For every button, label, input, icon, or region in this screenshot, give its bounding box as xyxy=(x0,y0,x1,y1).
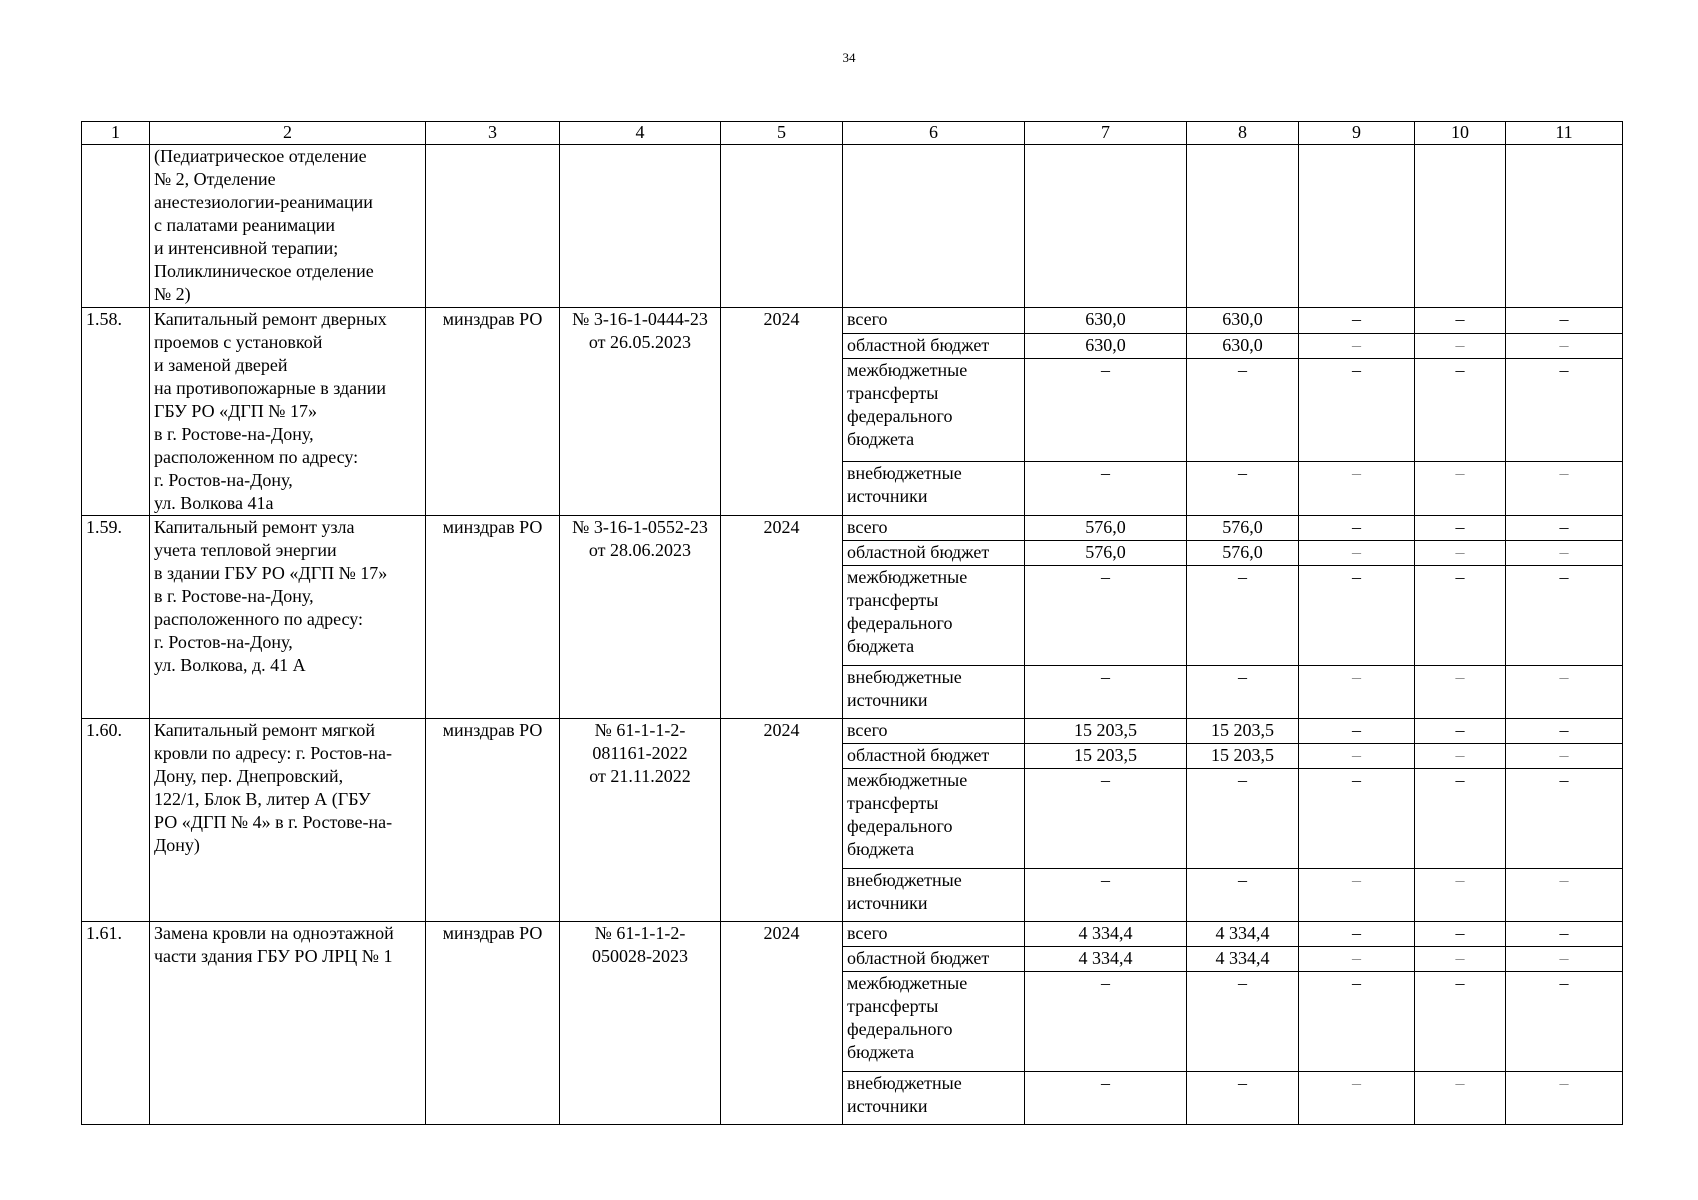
amount-cell: 15 203,5 xyxy=(1025,744,1187,769)
finance-table xyxy=(81,121,1623,1125)
amount-cell: – xyxy=(1415,744,1506,769)
header-cell: 2 xyxy=(150,122,426,145)
amount-cell: 15 203,5 xyxy=(1025,719,1187,744)
amount-cell: – xyxy=(1025,461,1187,515)
funding-source: межбюджетные трансферты федерального бюджета xyxy=(843,769,1025,869)
empty-cell xyxy=(426,145,560,308)
amount-cell: – xyxy=(1187,869,1299,922)
funding-source: всего xyxy=(843,308,1025,334)
amount-cell: – xyxy=(1299,769,1415,869)
amount-cell: – xyxy=(1506,869,1623,922)
document-ref: № 3-16-1-0552-23 от 28.06.2023 xyxy=(560,516,721,719)
table-row xyxy=(82,922,1623,947)
amount-cell: 4 334,4 xyxy=(1187,922,1299,947)
amount-cell: – xyxy=(1025,1072,1187,1125)
amount-cell: 630,0 xyxy=(1025,308,1187,334)
amount-cell: – xyxy=(1299,541,1415,566)
empty-cell xyxy=(1415,145,1506,308)
funding-source: межбюджетные трансферты федерального бюджета xyxy=(843,566,1025,666)
amount-cell: – xyxy=(1299,922,1415,947)
responsible-agency: минздрав РО xyxy=(426,922,560,1125)
amount-cell: – xyxy=(1187,972,1299,1072)
funding-source: внебюджетные источники xyxy=(843,666,1025,719)
amount-cell: 630,0 xyxy=(1025,333,1187,359)
amount-cell: – xyxy=(1506,333,1623,359)
amount-cell: – xyxy=(1415,541,1506,566)
year-cell: 2024 xyxy=(721,308,843,516)
amount-cell: – xyxy=(1187,461,1299,515)
empty-cell xyxy=(721,145,843,308)
header-cell: 1 xyxy=(82,122,150,145)
amount-cell: – xyxy=(1299,947,1415,972)
year-cell: 2024 xyxy=(721,922,843,1125)
amount-cell: – xyxy=(1506,769,1623,869)
responsible-agency: минздрав РО xyxy=(426,308,560,516)
amount-cell: – xyxy=(1415,333,1506,359)
amount-cell: – xyxy=(1025,972,1187,1072)
amount-cell: – xyxy=(1025,359,1187,461)
amount-cell: 4 334,4 xyxy=(1025,947,1187,972)
header-cell: 7 xyxy=(1025,122,1187,145)
amount-cell: – xyxy=(1299,333,1415,359)
funding-source: межбюджетные трансферты федерального бюджета xyxy=(843,359,1025,461)
empty-cell xyxy=(1187,145,1299,308)
amount-cell: – xyxy=(1506,666,1623,719)
item-number: 1.59. xyxy=(82,516,150,719)
amount-cell: – xyxy=(1025,869,1187,922)
responsible-agency: минздрав РО xyxy=(426,719,560,922)
amount-cell: – xyxy=(1299,516,1415,541)
amount-cell: – xyxy=(1187,359,1299,461)
empty-cell xyxy=(1025,145,1187,308)
amount-cell: 576,0 xyxy=(1187,541,1299,566)
header-cell: 11 xyxy=(1506,122,1623,145)
amount-cell: – xyxy=(1299,1072,1415,1125)
funding-source: областной бюджет xyxy=(843,333,1025,359)
amount-cell: – xyxy=(1415,947,1506,972)
header-cell: 6 xyxy=(843,122,1025,145)
amount-cell: – xyxy=(1299,308,1415,334)
amount-cell: 15 203,5 xyxy=(1187,719,1299,744)
amount-cell: 15 203,5 xyxy=(1187,744,1299,769)
amount-cell: 4 334,4 xyxy=(1025,922,1187,947)
amount-cell: – xyxy=(1506,461,1623,515)
item-name: Капитальный ремонт мягкой кровли по адресу: г. Ростов-на- Дону, пер. Днепровский, 122/1, Блок В, литер А (ГБУ РО «ДГП № 4» в г. Ростове-на- Дону) xyxy=(150,719,426,922)
year-cell: 2024 xyxy=(721,719,843,922)
amount-cell: – xyxy=(1415,516,1506,541)
item-number: 1.61. xyxy=(82,922,150,1125)
funding-source: всего xyxy=(843,719,1025,744)
amount-cell: – xyxy=(1187,666,1299,719)
amount-cell: – xyxy=(1299,972,1415,1072)
amount-cell: – xyxy=(1299,461,1415,515)
funding-source: областной бюджет xyxy=(843,947,1025,972)
amount-cell: – xyxy=(1506,541,1623,566)
amount-cell: – xyxy=(1299,359,1415,461)
amount-cell: – xyxy=(1299,719,1415,744)
amount-cell: – xyxy=(1299,744,1415,769)
amount-cell: – xyxy=(1415,1072,1506,1125)
amount-cell: – xyxy=(1415,869,1506,922)
amount-cell: 576,0 xyxy=(1025,541,1187,566)
header-cell: 3 xyxy=(426,122,560,145)
funding-source: внебюджетные источники xyxy=(843,461,1025,515)
responsible-agency: минздрав РО xyxy=(426,516,560,719)
amount-cell: – xyxy=(1506,947,1623,972)
item-name: Капитальный ремонт дверных проемов с установкой и заменой дверей на противопожарные в здании ГБУ РО «ДГП № 17» в г. Ростове-на-Дону, расположенном по адресу: г. Ростов-на-Дону, ул. Волкова 41а xyxy=(150,308,426,516)
header-row xyxy=(82,122,1623,145)
amount-cell: – xyxy=(1415,922,1506,947)
document-ref: № 3-16-1-0444-23 от 26.05.2023 xyxy=(560,308,721,516)
amount-cell: – xyxy=(1506,516,1623,541)
item-name: Капитальный ремонт узла учета тепловой энергии в здании ГБУ РО «ДГП № 17» в г. Ростове-на-Дону, расположенного по адресу: г. Ростов-на-Дону, ул. Волкова, д. 41 А xyxy=(150,516,426,719)
amount-cell: 576,0 xyxy=(1187,516,1299,541)
amount-cell: – xyxy=(1415,719,1506,744)
year-cell: 2024 xyxy=(721,516,843,719)
funding-source: внебюджетные источники xyxy=(843,869,1025,922)
header-cell: 9 xyxy=(1299,122,1415,145)
table-row xyxy=(82,308,1623,334)
amount-cell: – xyxy=(1187,1072,1299,1125)
amount-cell: – xyxy=(1506,359,1623,461)
funding-source: всего xyxy=(843,922,1025,947)
amount-cell: – xyxy=(1415,308,1506,334)
empty-cell xyxy=(82,145,150,308)
document-ref: № 61-1-1-2- 050028-2023 xyxy=(560,922,721,1125)
amount-cell: – xyxy=(1299,666,1415,719)
header-cell: 4 xyxy=(560,122,721,145)
amount-cell: – xyxy=(1506,719,1623,744)
amount-cell: – xyxy=(1415,461,1506,515)
empty-cell xyxy=(1299,145,1415,308)
item-rows xyxy=(82,308,1623,1125)
amount-cell: – xyxy=(1506,744,1623,769)
continuation-name: (Педиатрическое отделение № 2, Отделение анестезиологии-реанимации с палатами реанимации и интенсивной терапии; Поликлиническое отделение № 2) xyxy=(150,145,426,308)
amount-cell: – xyxy=(1506,308,1623,334)
funding-source: межбюджетные трансферты федерального бюджета xyxy=(843,972,1025,1072)
item-name: Замена кровли на одноэтажной части здания ГБУ РО ЛРЦ № 1 xyxy=(150,922,426,1125)
continuation-row xyxy=(82,145,1623,308)
funding-source: внебюджетные источники xyxy=(843,1072,1025,1125)
empty-cell xyxy=(560,145,721,308)
table-row xyxy=(82,719,1623,744)
amount-cell: – xyxy=(1415,972,1506,1072)
amount-cell: – xyxy=(1415,666,1506,719)
funding-source: областной бюджет xyxy=(843,744,1025,769)
header-cell: 5 xyxy=(721,122,843,145)
item-number: 1.60. xyxy=(82,719,150,922)
empty-cell xyxy=(1506,145,1623,308)
amount-cell: 630,0 xyxy=(1187,308,1299,334)
amount-cell: – xyxy=(1415,359,1506,461)
table-row xyxy=(82,516,1623,541)
amount-cell: 576,0 xyxy=(1025,516,1187,541)
amount-cell: – xyxy=(1025,566,1187,666)
amount-cell: – xyxy=(1506,566,1623,666)
header-cell: 8 xyxy=(1187,122,1299,145)
amount-cell: – xyxy=(1187,769,1299,869)
document-ref: № 61-1-1-2- 081161-2022 от 21.11.2022 xyxy=(560,719,721,922)
header-cell: 10 xyxy=(1415,122,1506,145)
amount-cell: – xyxy=(1025,769,1187,869)
amount-cell: – xyxy=(1506,972,1623,1072)
amount-cell: – xyxy=(1506,1072,1623,1125)
amount-cell: – xyxy=(1187,566,1299,666)
page-number: 34 xyxy=(842,50,856,65)
amount-cell: 4 334,4 xyxy=(1187,947,1299,972)
item-number: 1.58. xyxy=(82,308,150,516)
amount-cell: – xyxy=(1415,566,1506,666)
amount-cell: – xyxy=(1415,769,1506,869)
amount-cell: – xyxy=(1299,566,1415,666)
funding-source: областной бюджет xyxy=(843,541,1025,566)
amount-cell: – xyxy=(1506,922,1623,947)
amount-cell: – xyxy=(1299,869,1415,922)
amount-cell: 630,0 xyxy=(1187,333,1299,359)
amount-cell: – xyxy=(1025,666,1187,719)
funding-source: всего xyxy=(843,516,1025,541)
empty-cell xyxy=(843,145,1025,308)
